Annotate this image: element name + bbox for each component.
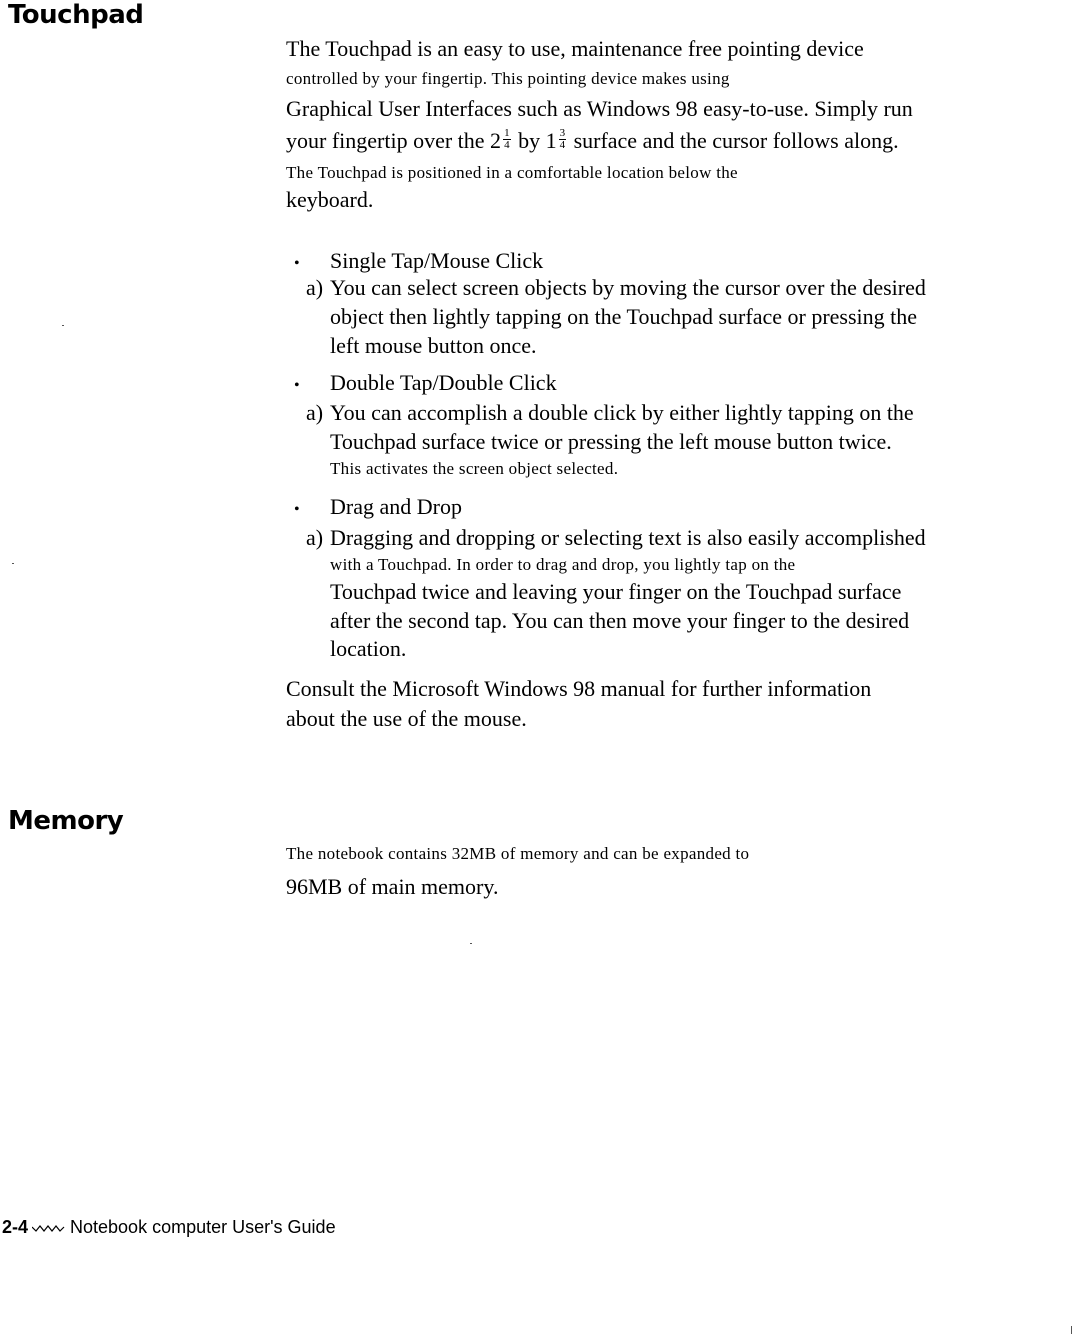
size-text-before: your fingertip over the 2 [286,128,502,153]
item-title: Double Tap/Double Click [330,370,557,395]
wave-ornament-icon [32,1223,66,1233]
intro-line: controlled by your fingertip. This pointing device makes using [286,69,730,88]
bullet-icon: • [294,377,300,394]
bullet-icon: • [294,501,300,518]
item-title: Drag and Drop [330,494,462,519]
item-line: Dragging and dropping or selecting text is also easily accomplished [330,525,926,550]
intro-line: The Touchpad is positioned in a comfortable location below the [286,163,738,182]
intro-size-line [286,127,899,154]
item-line: This activates the screen object selected. [330,459,619,478]
item-marker: a) [306,275,324,300]
scan-speck [12,563,14,564]
item-line: location. [330,636,407,661]
bullet-icon: • [294,255,300,272]
consult-line: about the use of the mouse. [286,706,527,731]
size-text-after: surface and the cursor follows along. [573,128,899,153]
intro-line: keyboard. [286,187,374,212]
intro-line: The Touchpad is an easy to use, maintenance free pointing device [286,36,864,61]
consult-line: Consult the Microsoft Windows 98 manual for further information [286,676,872,701]
memory-heading: Memory [8,806,124,836]
page-number: 2-4 [2,1217,29,1237]
item-marker: a) [306,525,324,550]
memory-line: The notebook contains 32MB of memory and can be expanded to [286,844,750,863]
scan-speck [470,943,472,944]
item-title: Single Tap/Mouse Click [330,248,544,273]
item-line: with a Touchpad. In order to drag and drop, you lightly tap on the [330,555,796,574]
intro-line: Graphical User Interfaces such as Windows 98 easy-to-use. Simply run [286,96,913,121]
item-marker: a) [306,400,324,425]
item-line: You can accomplish a double click by either lightly tapping on the [330,400,914,425]
item-line: Touchpad surface twice or pressing the left mouse button twice. [330,429,892,454]
height-fraction: $\frac{3}{4}$ [559,127,566,152]
item-line: after the second tap. You can then move your finger to the desired [330,608,910,633]
item-line: You can select screen objects by moving the cursor over the desired [330,275,926,300]
size-text-mid: by 1 [518,128,557,153]
item-line: Touchpad twice and leaving your finger on the Touchpad surface [330,579,902,604]
page-footer [2,1218,336,1236]
item-line: object then lightly tapping on the Touchpad surface or pressing the [330,304,918,329]
scan-speck [62,325,64,326]
item-line: left mouse button once. [330,333,537,358]
scan-speck [1071,1326,1072,1334]
width-fraction: $\frac{1}{4}$ [504,127,510,152]
memory-line: 96MB of main memory. [286,874,499,899]
footer-title: Notebook computer User's Guide [70,1217,336,1237]
touchpad-heading: Touchpad [8,0,144,30]
